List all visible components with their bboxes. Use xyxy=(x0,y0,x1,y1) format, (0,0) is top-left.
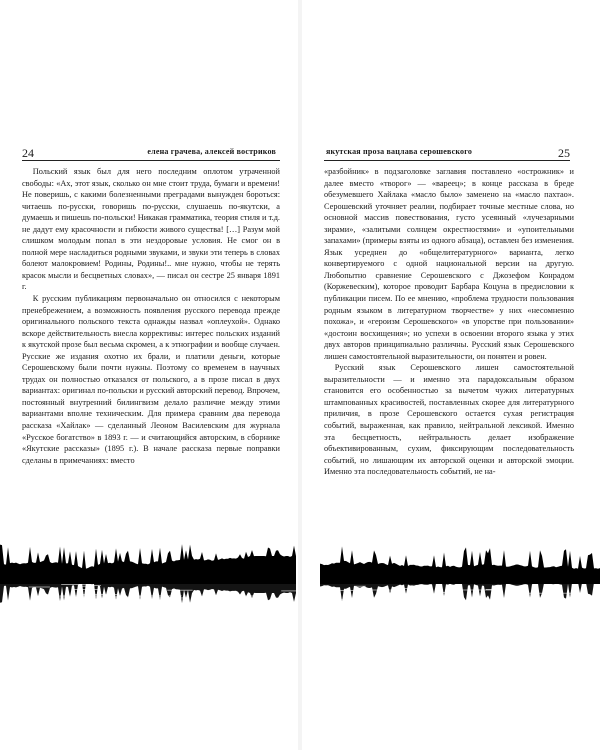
forest-illustration xyxy=(0,538,296,616)
paragraph: «разбойник» в подзаголовке заглавия поставлено «острожник» и далее вместо «творог» — «вареец»; в конце рассказа в бреде обезумевшего Хайлака «масло было» заменено на «масло пахтао». Серошевский уточняет реалии, подбирает точные местные слова, но основной массив повествования, густо усеянный «лучезарными зирами», «залитыми солнцем окрестностями» и «упоительными запахами» (примеры взяты из одного абзаца), оставлен без изменения. Язык усреднен до «общелитературного» варианта, легко конвертируемого с одной национальной версии на другую. Любопытно сравнение Серошевского с Джозефом Конрадом (Коржевеским), которое проводит Барбара Коцуна в предисловии к публикации писем. По ее мнению, «проблема трудности пользования родным языком в литературном творчестве» у них «несомненно похожа», и «героизм Серошевского» «в упорстве при пользовании» «достоин восхищения»; но успехи в освоении второго языка у этих двух авторов принципиально различны. Русский язык Серошевского лишен самостоятельной выразительности, он понятен и ровен. xyxy=(324,167,574,361)
forest-illustration xyxy=(320,538,600,616)
body-text xyxy=(324,166,574,478)
paragraph: Польский язык был для него последним оплотом утраченной свободы: «Ах, этот язык, сколько он мне стоит труда, бумаги и времени! Не поверишь, с какими болезненными преградами вынужден бороться: читаешь по-русски, говоришь по-русски, слушаешь по-якутски, а думаешь и пишешь по-польски! Никакая грамматика, теория стиля и т.д. не дадут ему красочности и гибкости живого существа! […] Разум мой слишком молодым попал в эти нездоровые условия. Не смог он в полной мере насладиться родными звуками, и звуки эти теперь в словах болеют малокровием! Родины, Родины!.. мне нужно, чтобы не терять красок мысли и бесцветных словах», — писал он сестре 25 января 1891 г. xyxy=(22,167,280,292)
running-head: елена грачева, алексей востриков xyxy=(147,147,276,156)
body-text xyxy=(22,166,280,466)
header-rule xyxy=(324,160,570,161)
paragraph: Русский язык Серошевского лишен самостоятельной выразительности — и именно эта парадоксальным образом становится его особенностью за вычетом чужих литературных штампованных красивостей, поставленных скорее для литературного приличия, в прозе Серошевского остается сухая регистрация событий, выраженная, как правило, нейтральной лексикой. Именно эта бесцветность, нейтральность делает изображение объективированным, сухим, фиксирующим последовательность событий, но лишающим их авторской оценки и авторской эмоции. Именно эта последовательность событий, не на- xyxy=(324,363,574,477)
paragraph: К русским публикациям первоначально он относился с некоторым пренебрежением, а возможность появления русского перевода прежде оригинального польского текста однажды назвал «оплеухой». Однако вскоре действительность внесла коррективы: интерес польских изданий к якутской прозе был весьма скромен, а к этнографии и вообще случаен. Русские же издания охотно их брали, и платили деньги, которые Серошевскому были почти нужны. Поэтому со временем в научных трудах он полностью отказался от польского, а в прозе писал в двух вариантах: оригинал по-польски и русский авторский перевод. Впрочем, постоянный внутренний билингвизм делало различие между этими вариантами вполне техническим. Для примера сравним два перевода рассказа «Хайлак» — сделанный Леоном Василевским для журнала «Русское богатство» в 1893 г. — и считающийся авторским, в сборнике «Якутские рассказы» (1895 г.). В начале рассказа первые поправки сделаны в примечаниях: вместо xyxy=(22,294,280,465)
page-number: 24 xyxy=(22,146,34,160)
right-page-header xyxy=(304,146,600,160)
left-page-header xyxy=(0,146,296,160)
forest-silhouette-image xyxy=(0,538,296,616)
right-page xyxy=(304,0,600,750)
left-page xyxy=(0,0,296,750)
page-gutter xyxy=(298,0,302,750)
page-number: 25 xyxy=(558,146,570,160)
forest-silhouette-image xyxy=(320,538,600,616)
running-head: якутская проза вацлава серошевского xyxy=(326,147,473,156)
header-rule xyxy=(22,160,280,161)
